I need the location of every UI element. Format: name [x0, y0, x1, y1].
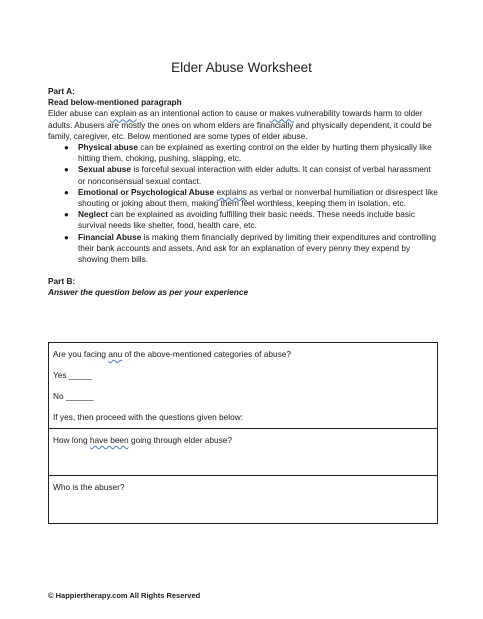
list-item-financial [48, 232, 440, 266]
term-physical: Physical abuse [78, 142, 138, 153]
list-item-sexual [48, 164, 440, 186]
question-abuser: Who is the abuser? [53, 482, 125, 492]
questions-table [48, 342, 438, 524]
term-emotional: Emotional or Psychological Abuse [78, 186, 215, 197]
question-cell-1[interactable] [49, 343, 438, 429]
intro-paragraph [48, 108, 440, 142]
part-b-heading: Part B: [48, 276, 76, 287]
list-item-neglect [48, 209, 440, 231]
q1-text-a: Are you facing [53, 349, 109, 359]
term-neglect: Neglect [78, 209, 108, 220]
desc-neglect: can be explained as avoiding fulfilling their basic needs. These needs include basic survival needs like shelter, food, health care, etc. [78, 209, 416, 231]
bullet-icon: ● [64, 232, 69, 242]
term-sexual: Sexual abuse [78, 164, 132, 175]
part-a-section [48, 86, 440, 299]
no-answer-blank[interactable]: No ______ [53, 391, 94, 401]
bullet-icon: ● [64, 143, 69, 153]
intro-text-2: as an intentional action to cause or [136, 108, 270, 119]
question-row-1 [49, 343, 438, 429]
proceed-instruction: If yes, then proceed with the questions given below: [53, 412, 244, 422]
question-row-3 [49, 476, 438, 524]
term-financial: Financial Abuse [78, 231, 142, 242]
intro-text-1: Elder abuse can [48, 108, 111, 119]
desc-sexual: is forceful sexual interaction with elder adults. It can consist of verbal harassment or nonconsensual sexual contact. [78, 164, 431, 186]
bullet-icon: ● [64, 165, 69, 175]
part-b-subheading: Answer the question below as per your experience [48, 287, 249, 298]
question-row-2 [49, 429, 438, 476]
yes-answer-blank[interactable]: Yes _____ [53, 370, 92, 380]
page-title: Elder Abuse Worksheet [171, 60, 312, 75]
bullet-icon: ● [64, 187, 69, 197]
question-cell-2[interactable] [49, 429, 438, 476]
desc-emotional: as verbal or nonverbal humiliation or disrespect like shouting or joking about them, making them feel worthless, keeping them in isolation, etc. [78, 186, 438, 209]
list-item-physical [48, 142, 440, 164]
list-item-emotional [48, 187, 440, 209]
spelling-flag-explain: explain [110, 108, 137, 119]
part-a-subheading: Read below-mentioned paragraph [48, 97, 182, 108]
intro-text-3: vulnerability towards harm to older adults. Abusers are mostly the ones on whom elders are financially and physically dependent, it could be family, caregiver, etc. Below mentioned are some types of elder abuse. [48, 108, 432, 141]
abuse-types-list [48, 142, 440, 265]
copyright-footer: © Happiertherapy.com All Rights Reserved [48, 591, 201, 600]
question-abuse-categories [53, 349, 433, 359]
spelling-flag-anu: anu [108, 349, 123, 359]
spelling-flag-makes: makes [269, 108, 294, 119]
desc-physical: can be explained as exerting control on the elder by hurting them physically like hitting them, choking, pushing, slapping, etc. [78, 142, 432, 164]
desc-financial: is making them financially deprived by limiting their expenditures and controlling their bank accounts and assets. And ask for an explanation of every penny they expend by showing them bills. [78, 231, 437, 265]
question-cell-3[interactable] [49, 476, 438, 524]
question-duration [53, 435, 232, 445]
spelling-flag-have-been: have been [89, 435, 129, 445]
q2-text-a: How long [53, 435, 90, 445]
spelling-flag-explains: explains [216, 186, 247, 197]
part-b-section [48, 276, 440, 298]
bullet-icon: ● [64, 210, 69, 220]
part-a-heading: Part A: [48, 86, 75, 96]
q2-text-b: going through elder abuse? [128, 435, 233, 445]
q1-text-b: of the above-mentioned categories of abuse? [122, 349, 292, 359]
